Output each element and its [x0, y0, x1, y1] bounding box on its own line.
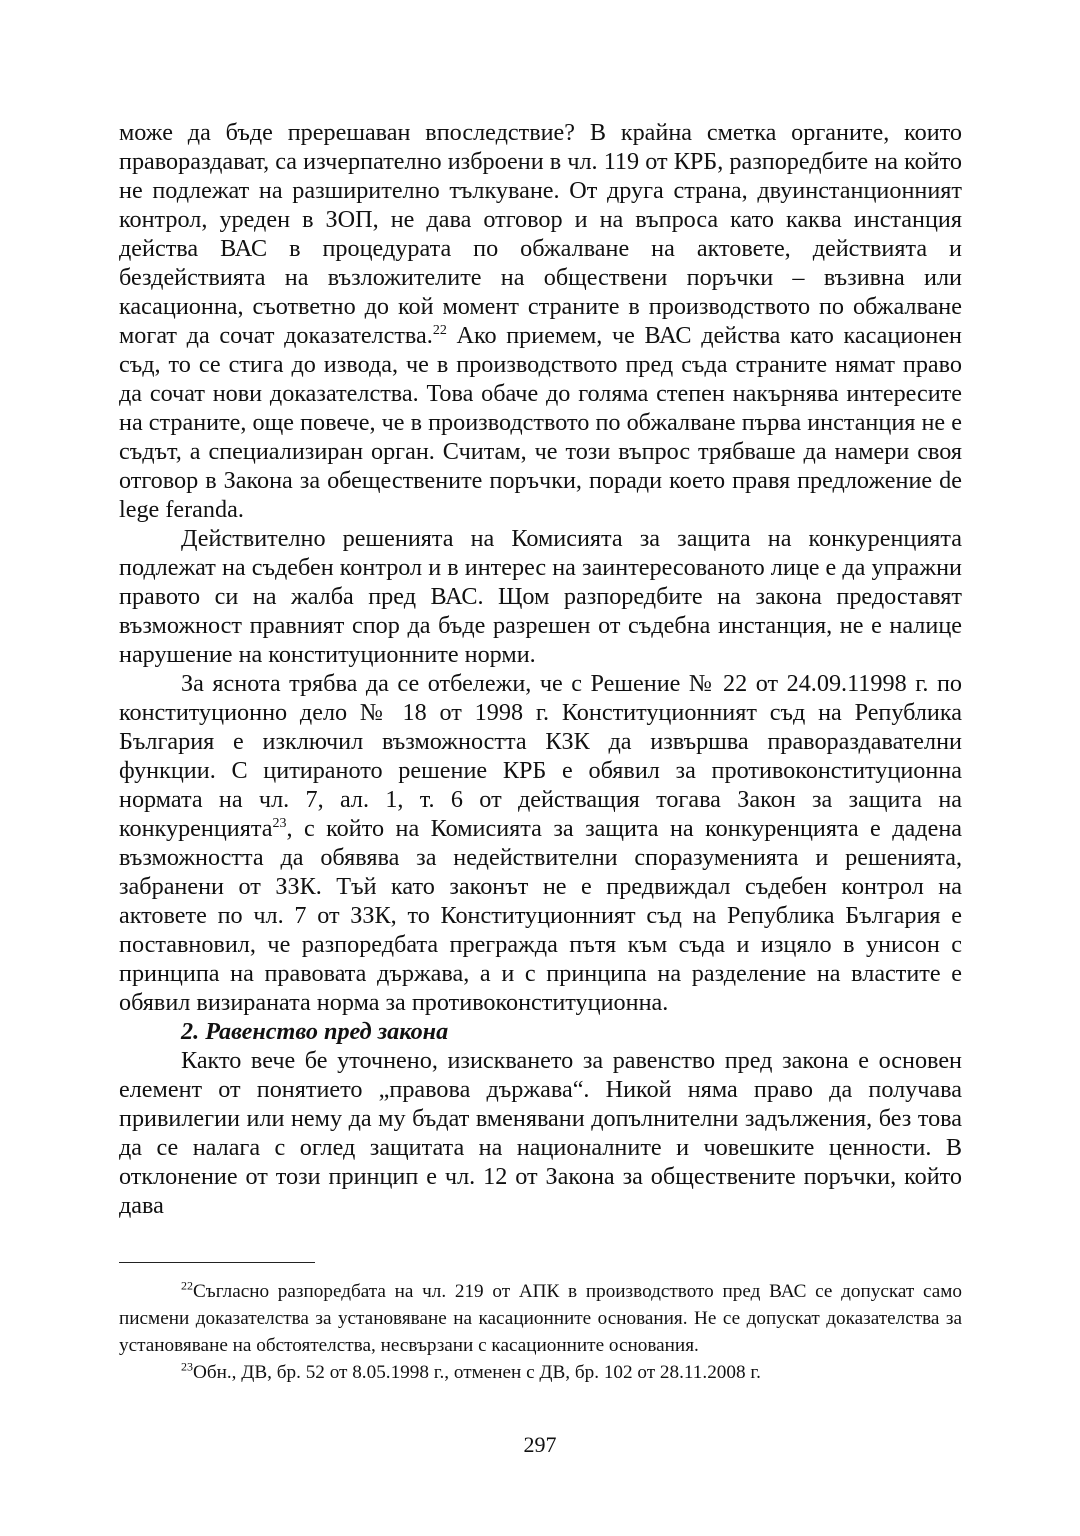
footnote-number-23: 23 — [181, 1359, 193, 1374]
paragraph-3-text-a: За яснота трябва да се отбележи, че с Решение № 22 от 24.09.11998 г. по конституционно дело № 18 от 1998 г. Конституционният съд на Република България е изключил възможността КЗК да извършва правораздавателни функции. С цитираното решение КРБ е обявил за противоконституционна нормата на чл. 7, ал. 1, т. 6 от действащия тогава Закон за защита на конкуренцията — [119, 670, 962, 842]
footnote-23 — [119, 1359, 962, 1386]
footnote-text-23: Обн., ДВ, бр. 52 от 8.05.1998 г., отменен с ДВ, бр. 102 от 28.11.2008 г. — [193, 1362, 761, 1383]
footnotes — [119, 1278, 962, 1386]
footnote-number-22: 22 — [181, 1278, 193, 1293]
footnote-22 — [119, 1278, 962, 1359]
paragraph-3 — [119, 669, 962, 1017]
paragraph-1-text-a: може да бъде пререшаван впоследствие? В крайна сметка органите, които правораздават, са изчерпателно изброени в чл. 119 от КРБ, разпоредбите на който не подлежат на разширително тълкуване. От друга страна, двуинстанционният контрол, уреден в ЗОП, не дава отговор и на въпроса като каква инстанция действа ВАС в процедурата по обжалване на актовете, действията и бездействията на възложителите на обществени поръчки – възивна или касационна, съответно до кой момент страните в производството по обжалване могат да сочат доказателства. — [119, 119, 962, 349]
footnote-divider — [119, 1262, 315, 1263]
page-number: 297 — [523, 1432, 557, 1457]
paragraph-4: Както вече бе уточнено, изискването за равенство пред закона е основен елемент от понятието „правова държава“. Никой няма право да получава привилегии или нему да му бъдат вменявани допълнителни задължения, без това да се налага с оглед защитата на националните и човешките ценности. В отклонение от този принцип е чл. 12 от Закона за обществените поръчки, който дава — [119, 1047, 962, 1219]
footnote-text-22: Съгласно разпоредбата на чл. 219 от АПК в производството пред ВАС се допускат само писмени доказателства за установяване на касационните основания. Не се допускат доказателства за установяване на обстоятелства, несвързани с касационните основания. — [119, 1281, 962, 1356]
paragraph-1-text-b: Ако приемем, че ВАС действа като касационен съд, то се стига до извода, че в производството пред съда страните нямат право да сочат нови доказателства. Това обаче до голяма степен накърнява интересите на страните, още повече, че в производството по обжалване първа инстанция не е съдът, а специализиран орган. Считам, че този въпрос трябваше да намери своя отговор в Закона за обеществените поръчки, поради което правя предложение de lege feranda. — [119, 322, 963, 523]
footnote-ref-23: 23 — [272, 815, 287, 831]
paragraph-2: Действително решенията на Комисията за защита на конкуренцията подлежат на съдебен контрол и в интерес на заинтересованото лице е да упражни правото си на жалба пред ВАС. Щом разпоредбите на закона предоставят възможност правният спор да бъде разрешен от съдебна инстанция, не е налице нарушение на конституционните норми. — [119, 525, 962, 668]
footnote-ref-22: 22 — [432, 322, 447, 338]
section-heading: 2. Равенство пред закона — [181, 1018, 449, 1045]
main-text — [119, 118, 962, 1220]
paragraph-1 — [119, 118, 962, 524]
paragraph-3-text-b: , с който на Комисията за защита на конкуренцията е дадена възможността да обявява за недействителни споразуменията и решенията, забранени от ЗЗК. Тъй като законът не е предвиждал съдебен контрол на актовете по чл. 7 от ЗЗК, то Конституционният съд на Република България е поставновил, че разпоредбата преграждa пътя към съда и изцяло в унисон с принципа на правовата държава, а и с принципа на разделение на властите е обявил визираната норма за противоконституционна. — [119, 815, 962, 1016]
page-body — [119, 118, 962, 1220]
